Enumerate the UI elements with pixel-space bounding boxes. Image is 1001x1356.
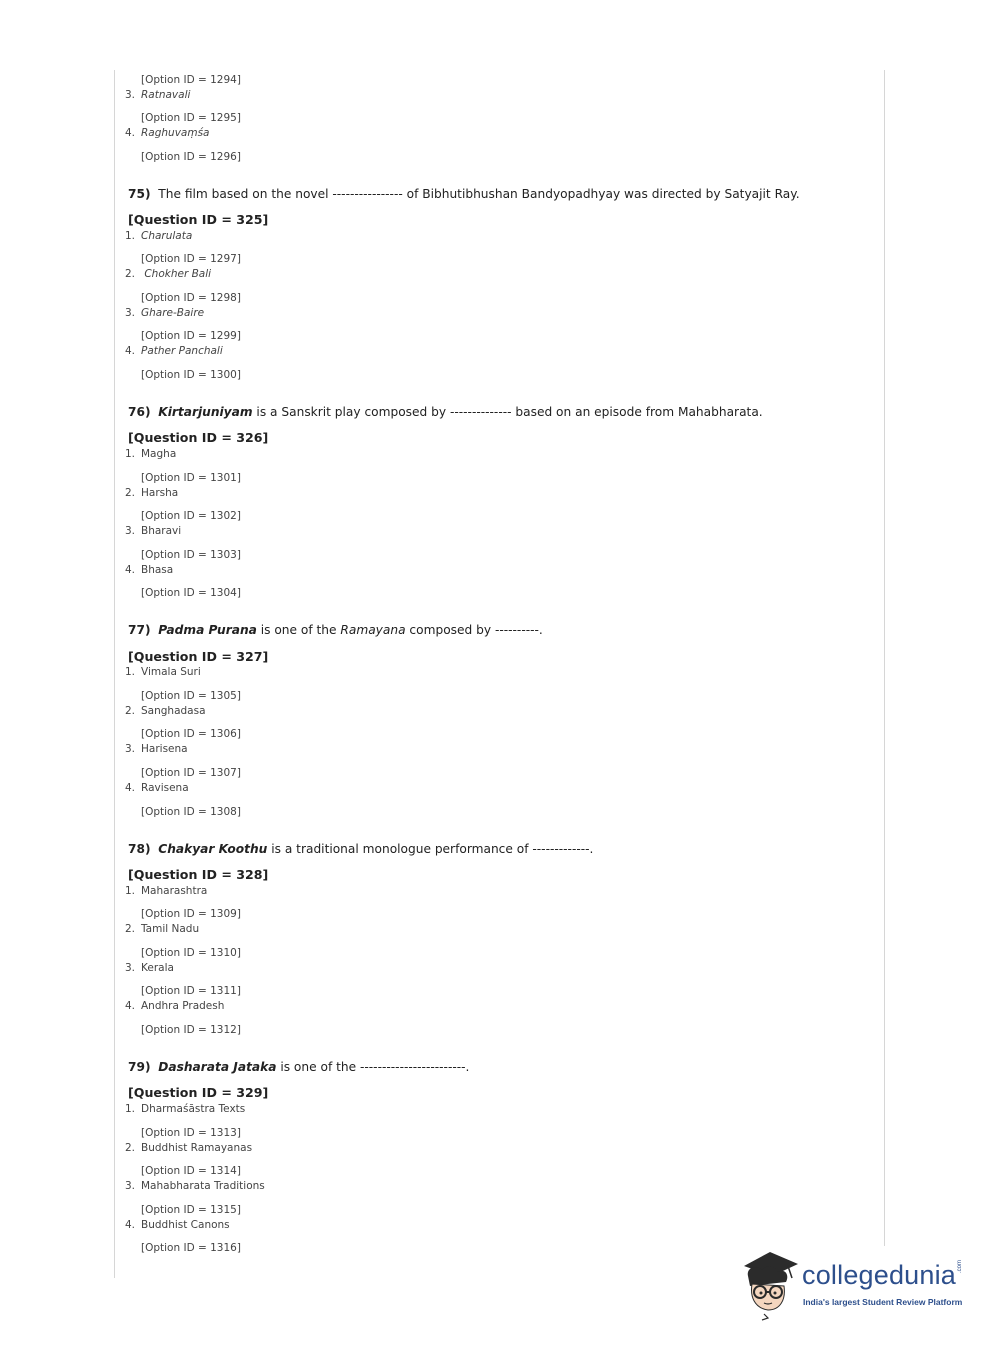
question-id: [Question ID = 329] — [128, 1085, 269, 1100]
option-id: [Option ID = 1300] — [141, 369, 241, 381]
option-id: [Option ID = 1301] — [141, 472, 241, 484]
left-margin-rule — [114, 70, 115, 1278]
option-item: 2. Buddhist Ramayanas — [125, 1142, 253, 1154]
option-item: 3. Harisena — [125, 743, 188, 755]
brand-tagline: India's largest Student Review Platform — [803, 1297, 963, 1307]
option-item: 3. Kerala — [125, 962, 174, 974]
question-text: 76) Kirtarjuniyam is a Sanskrit play composed by -------------- based on an episode from Mahabharata. — [128, 405, 763, 419]
option-item: 4. Andhra Pradesh — [125, 1000, 225, 1012]
brand-dotcom: .com — [957, 1259, 963, 1273]
option-item: 1. Dharmaśāstra Texts — [125, 1103, 246, 1115]
option-id: [Option ID = 1307] — [141, 767, 241, 779]
option-item: 3. Mahabharata Traditions — [125, 1180, 265, 1192]
option-id: [Option ID = 1297] — [141, 253, 241, 265]
option-item: 4. Pather Panchali — [125, 345, 223, 357]
right-margin-rule — [884, 70, 885, 1246]
question-text: 77) Padma Purana is one of the Ramayana composed by ----------. — [128, 623, 543, 637]
option-id: [Option ID = 1315] — [141, 1204, 241, 1216]
question-id: [Question ID = 328] — [128, 867, 269, 882]
option-id: [Option ID = 1313] — [141, 1127, 241, 1139]
option-id: [Option ID = 1314] — [141, 1165, 241, 1177]
question-id: [Question ID = 326] — [128, 430, 269, 445]
option-item: 3. Ratnavali — [125, 89, 191, 101]
option-id: [Option ID = 1306] — [141, 728, 241, 740]
option-item: 1. Charulata — [125, 230, 193, 242]
option-item: 2. Chokher Bali — [125, 268, 212, 280]
option-id: [Option ID = 1312] — [141, 1024, 241, 1036]
option-id: [Option ID = 1305] — [141, 690, 241, 702]
brand-name: collegedunia — [802, 1260, 957, 1290]
option-id: [Option ID = 1310] — [141, 947, 241, 959]
question-text: 79) Dasharata Jataka is one of the ------------------------. — [128, 1060, 470, 1074]
option-id: [Option ID = 1309] — [141, 908, 241, 920]
option-id: [Option ID = 1294] — [141, 74, 241, 86]
option-item: 2. Sanghadasa — [125, 705, 206, 717]
question-id: [Question ID = 327] — [128, 649, 269, 664]
option-id: [Option ID = 1296] — [141, 151, 241, 163]
option-id: [Option ID = 1308] — [141, 806, 241, 818]
question-text: 78) Chakyar Koothu is a traditional monologue performance of -------------. — [128, 842, 594, 856]
option-item: 4. Raghuvaṃśa — [125, 127, 210, 139]
question-text: 75) The film based on the novel ---------------- of Bibhutibhushan Bandyopadhyay was directed by Satyajit Ray. — [128, 187, 800, 201]
option-item: 4. Buddhist Canons — [125, 1219, 230, 1231]
option-item: 2. Tamil Nadu — [125, 923, 200, 935]
option-id: [Option ID = 1304] — [141, 587, 241, 599]
option-item: 1. Vimala Suri — [125, 666, 201, 678]
question-id: [Question ID = 325] — [128, 212, 269, 227]
option-id: [Option ID = 1299] — [141, 330, 241, 342]
option-id: [Option ID = 1316] — [141, 1242, 241, 1254]
option-id: [Option ID = 1302] — [141, 510, 241, 522]
option-item: 2. Harsha — [125, 487, 179, 499]
option-item: 3. Bharavi — [125, 525, 182, 537]
option-item: 1. Magha — [125, 448, 177, 460]
option-id: [Option ID = 1298] — [141, 292, 241, 304]
option-item: 4. Ravisena — [125, 782, 189, 794]
option-item: 1. Maharashtra — [125, 885, 208, 897]
option-id: [Option ID = 1295] — [141, 112, 241, 124]
option-id: [Option ID = 1303] — [141, 549, 241, 561]
option-item: 4. Bhasa — [125, 564, 174, 576]
option-item: 3. Ghare-Baire — [125, 307, 205, 319]
option-id: [Option ID = 1311] — [141, 985, 241, 997]
